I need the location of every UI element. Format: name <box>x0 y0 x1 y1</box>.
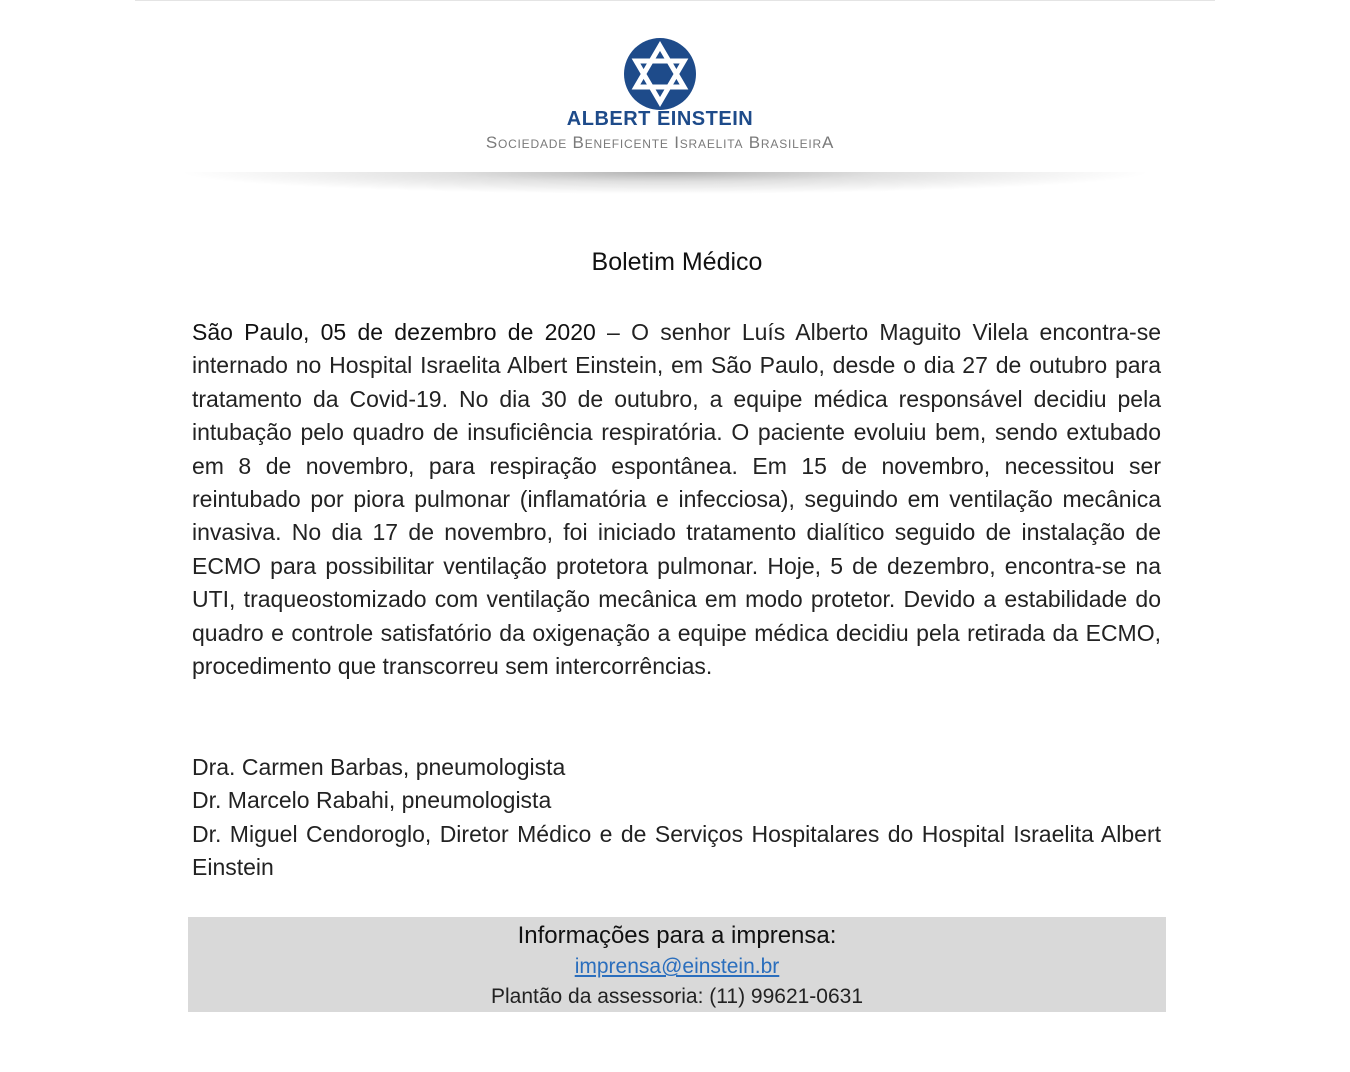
press-title: Informações para a imprensa: <box>517 922 837 949</box>
bulletin-separator: – <box>595 319 632 345</box>
press-phone: Plantão da assessoria: (11) 99621-0631 <box>490 985 864 1008</box>
brand-name: ALBERT EINSTEIN <box>566 108 754 130</box>
star-of-david-logo-icon <box>623 37 697 111</box>
bulletin-body <box>192 316 1161 683</box>
brand-subtitle: Sociedade Beneficente Israelita BrasileirA <box>485 133 835 152</box>
press-info-box <box>188 917 1166 1012</box>
signature-line: Dra. Carmen Barbas, pneumologista <box>192 754 566 780</box>
top-rule <box>135 0 1215 1</box>
press-email-link[interactable]: imprensa@einstein.br <box>574 955 780 978</box>
signature-line: Dr. Marcelo Rabahi, pneumologista <box>192 787 552 814</box>
bulletin-text: O senhor Luís Alberto Maguito Vilela encontra-se internado no Hospital Israelita Albert Einstein, em São Paulo, desde o dia 27 de outubro para tratamento da Covid-19. No dia 30 de outubro, a equipe médica responsável decidiu pela intubação pelo quadro de insuficiência respiratória. O paciente evoluiu bem, sendo extubado em 8 de novembro, para respiração espontânea. Em 15 de novembro, necessitou ser reintubado por piora pulmonar (inflamatória e infecciosa), seguindo em ventilação mecânica invasiva. No dia 17 de novembro, foi iniciado tratamento dialítico seguido de instalação de ECMO para possibilitar ventilação protetora pulmonar. Hoje, 5 de dezembro, encontra-se na UTI, traqueostomizado com ventilação mecânica em modo protetor. Devido a estabilidade do quadro e controle satisfatório da oxigenação a equipe médica decidiu pela retirada da ECMO, procedimento que transcorreu sem intercorrências. <box>192 319 1162 680</box>
signatures-block <box>192 751 1161 885</box>
header-divider <box>180 172 1150 194</box>
signature-line: Dr. Miguel Cendoroglo, Diretor Médico e de Serviços Hospitalares do Hospital Israelita Albert Einstein <box>192 820 1161 881</box>
page-title: Boletim Médico <box>591 248 763 276</box>
bulletin-date: São Paulo, 05 de dezembro de 2020 <box>192 319 596 345</box>
